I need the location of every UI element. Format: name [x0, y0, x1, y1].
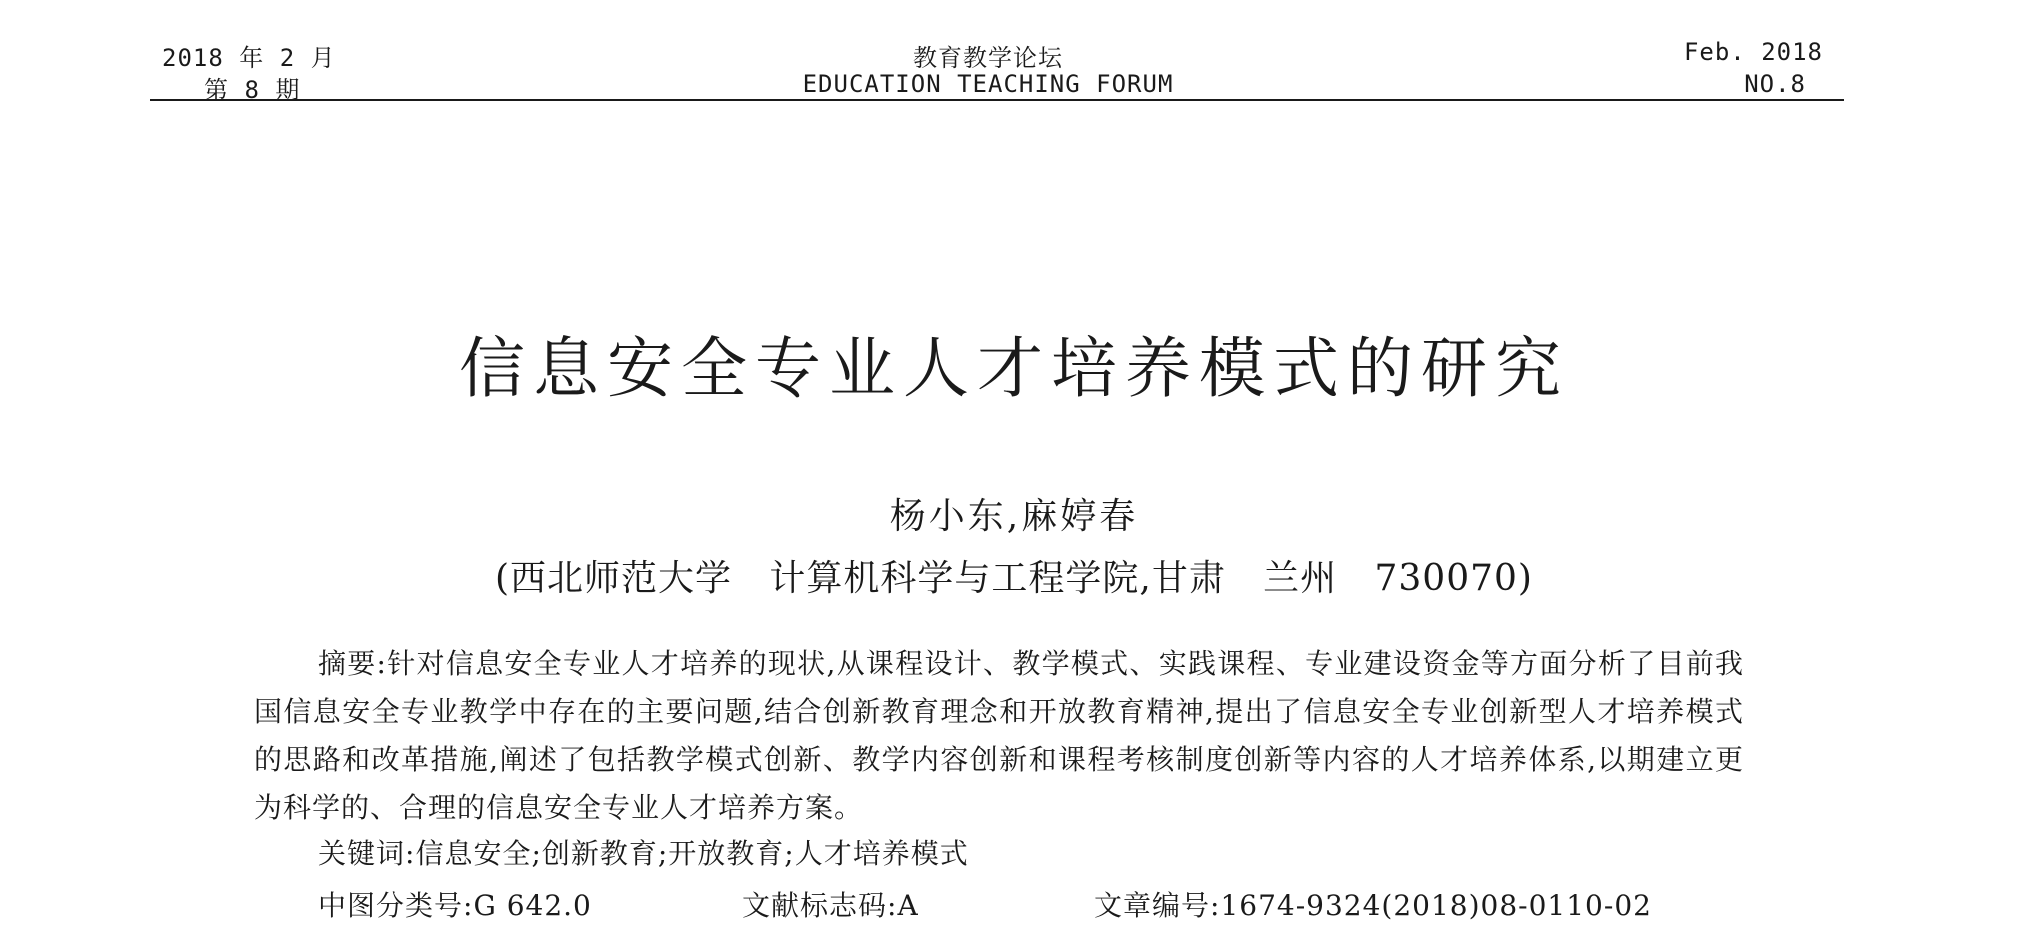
header-issue-en: NO.8 — [1744, 70, 1806, 98]
header-rule — [150, 99, 1844, 101]
header-issue: 第 8 期 — [204, 76, 301, 104]
header-journal-cn: 教育教学论坛 — [913, 44, 1063, 72]
article-authors: 杨小东,麻婷春 — [889, 496, 1139, 537]
abstract — [254, 640, 1744, 832]
header-journal-en: EDUCATION TEACHING FORUM — [802, 70, 1174, 98]
clc-value: G 642.0 — [473, 889, 592, 922]
keywords-text: 信息安全;创新教育;开放教育;人才培养模式 — [415, 837, 969, 870]
abstract-text: 针对信息安全专业人才培养的现状,从课程设计、教学模式、实践课程、专业建设资金等方面分析了目前我国信息安全专业教学中存在的主要问题,结合创新教育理念和开放教育精神,提出了信息安全专业创新型人才培养模式的思路和改革措施,阐述了包括教学模式创新、教学内容创新和课程考核制度创新等内容的人才培养体系,以期建立更为科学的、合理的信息安全专业人才培养方案。 — [254, 647, 1745, 824]
document-code-label: 文献标志码: — [742, 889, 898, 922]
article-number-value: 1674-9324(2018)08-0110-02 — [1220, 889, 1652, 922]
article-affiliation: (西北师范大学 计算机科学与工程学院,甘肃 兰州 730070) — [495, 558, 1533, 599]
abstract-label: 摘要: — [318, 647, 387, 680]
keywords — [318, 832, 969, 872]
document-code — [742, 884, 919, 924]
article-title: 信息安全专业人才培养模式的研究 — [459, 330, 1569, 407]
clc-label: 中图分类号: — [318, 889, 474, 922]
article-number-label: 文章编号: — [1094, 889, 1221, 922]
clc-number — [318, 884, 592, 924]
header-date: 2018 年 2 月 — [162, 44, 336, 72]
header-date-en: Feb. 2018 — [1683, 38, 1823, 66]
keywords-label: 关键词: — [318, 837, 416, 870]
article-number — [1094, 884, 1652, 924]
document-code-value: A — [897, 889, 919, 922]
